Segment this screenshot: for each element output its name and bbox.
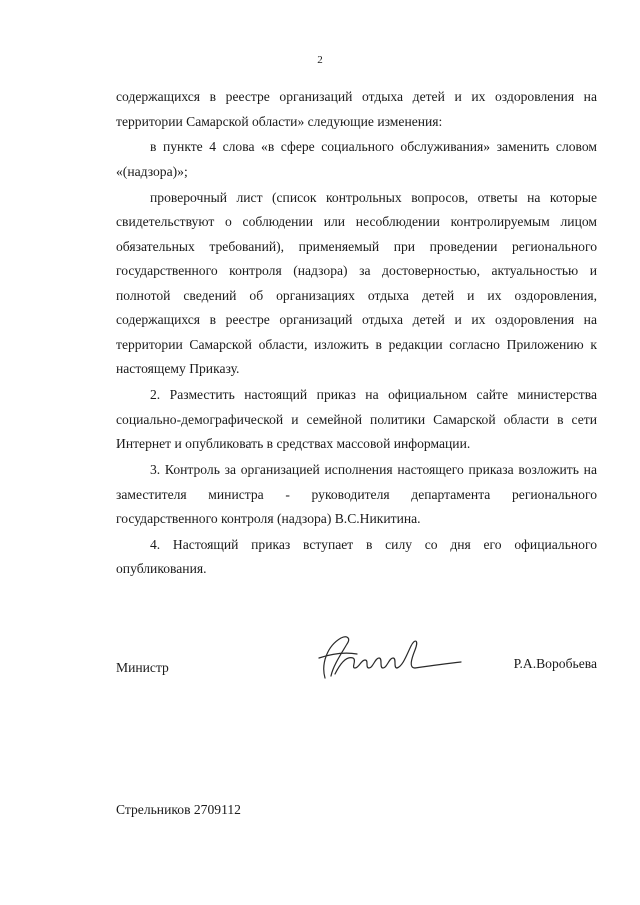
paragraph-3-control: 3. Контроль за организацией исполнения настоящего приказа возложить на заместителя министра - руководителя департамента регионального государственного контроля (надзора) В.С.Никитина. <box>116 462 597 527</box>
paragraph-continuation: содержащихся в реестре организаций отдыха детей и их оздоровления на территории Самарской области» следующие изменения: <box>116 89 597 129</box>
handwritten-signature <box>311 628 471 688</box>
signatory-name: Р.А.Воробьева <box>513 656 597 671</box>
paragraph-4-effect: 4. Настоящий приказ вступает в силу со дня его официального опубликования. <box>116 536 597 577</box>
executor-contact: Стрельников 2709112 <box>116 802 241 817</box>
page-number: 2 <box>317 54 323 66</box>
paragraph-item-4-change: в пункте 4 слова «в сфере социального обслуживания» заменить словом «(надзора)»; <box>116 139 597 179</box>
signature-block <box>116 650 597 710</box>
paragraph-2-publish: 2. Разместить настоящий приказ на официальном сайте министерства социально-демографической и семейной политики Самарской области в сети Интернет и опубликовать в средствах массовой информации. <box>116 387 597 452</box>
paragraph-checklist: проверочный лист (список контрольных вопросов, ответы на которые свидетельствуют о соблюдении или несоблюдении контролируемым лицом обязательных требований), применяемый при проведении регионального государственного контроля (надзора) за достоверностью, актуальностью и полнотой сведений об организациях отдыха детей и их оздоровления, содержащихся в реестре организаций отдыха детей и их оздоровления на территории Самарской области, изложить в редакции согласно Приложению к настоящему Приказу. <box>116 189 597 377</box>
document-body <box>116 85 597 583</box>
signatory-title: Министр <box>116 660 169 675</box>
